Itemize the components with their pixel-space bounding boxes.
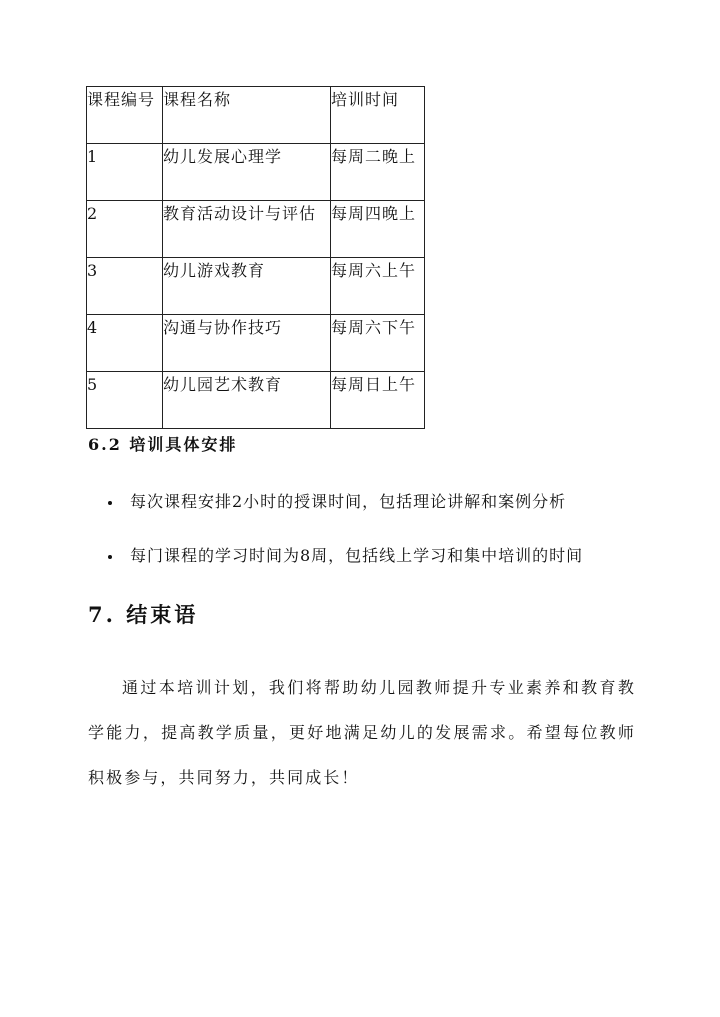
list-item-text: 每门课程的学习时间为8周，包括线上学习和集中培训的时间 xyxy=(130,546,584,565)
cell-training-time: 每周四晚上 xyxy=(331,201,425,258)
cell-training-time: 每周日上午 xyxy=(331,372,425,429)
bullet-dot-icon xyxy=(108,555,112,559)
table-row xyxy=(87,372,425,429)
cell-course-id: 4 xyxy=(87,315,163,372)
cell-course-name: 幼儿园艺术教育 xyxy=(163,372,331,429)
section-heading-training-arrangement: 6.2 培训具体安排 xyxy=(88,435,238,454)
table-row xyxy=(87,144,425,201)
header-course-name: 课程名称 xyxy=(163,87,331,144)
header-training-time: 培训时间 xyxy=(331,87,425,144)
table-row xyxy=(87,315,425,372)
cell-course-name: 沟通与协作技巧 xyxy=(163,315,331,372)
cell-training-time: 每周六下午 xyxy=(331,315,425,372)
course-table xyxy=(86,86,425,429)
cell-course-name: 幼儿游戏教育 xyxy=(163,258,331,315)
cell-course-name: 幼儿发展心理学 xyxy=(163,144,331,201)
cell-course-id: 3 xyxy=(87,258,163,315)
cell-course-id: 1 xyxy=(87,144,163,201)
list-item-text: 每次课程安排2小时的授课时间，包括理论讲解和案例分析 xyxy=(130,492,567,511)
header-course-id: 课程编号 xyxy=(87,87,163,144)
chapter-title-conclusion: 7. 结束语 xyxy=(88,602,199,627)
cell-course-id: 5 xyxy=(87,372,163,429)
cell-course-name: 教育活动设计与评估 xyxy=(163,201,331,258)
list-item xyxy=(104,489,583,543)
bullet-dot-icon xyxy=(108,501,112,505)
cell-training-time: 每周二晚上 xyxy=(331,144,425,201)
list-item xyxy=(104,543,583,597)
cell-course-id: 2 xyxy=(87,201,163,258)
cell-training-time: 每周六上午 xyxy=(331,258,425,315)
arrangement-list xyxy=(104,489,583,597)
table-row xyxy=(87,258,425,315)
table-header-row xyxy=(87,87,425,144)
table-row xyxy=(87,201,425,258)
conclusion-paragraph: 通过本培训计划，我们将帮助幼儿园教师提升专业素养和教育教学能力，提高教学质量，更好地满足幼儿的发展需求。希望每位教师积极参与，共同努力，共同成长！ xyxy=(88,678,636,787)
